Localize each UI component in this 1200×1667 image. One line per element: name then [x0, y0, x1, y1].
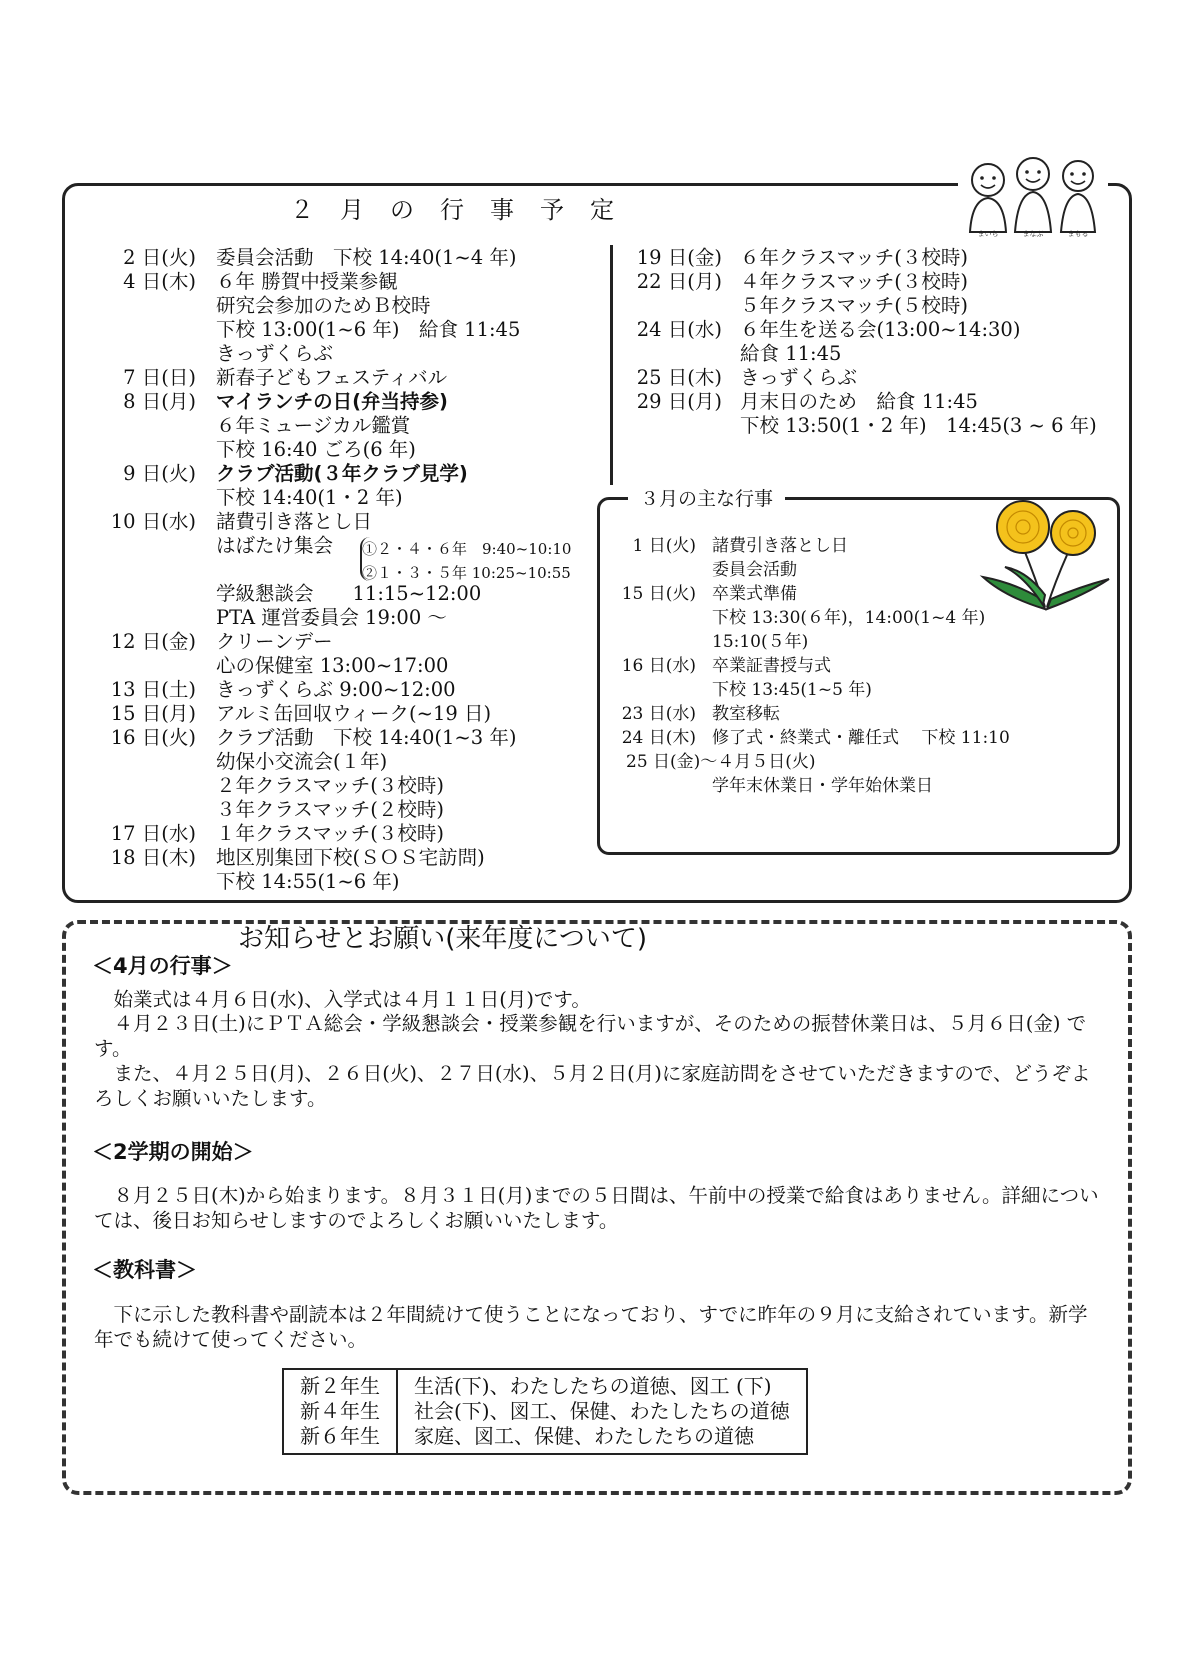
march-event-details [712, 582, 985, 654]
event-date: 18 日(木) [110, 846, 196, 869]
event-details [216, 822, 444, 846]
march-event-date: 16 日(水) [621, 656, 696, 676]
event-details [216, 390, 448, 462]
hahatake-sub-times [362, 537, 571, 585]
event-date-wrap [612, 270, 722, 294]
march-event-line: 下校 13:45(1~5 年) [712, 680, 872, 700]
event-row [612, 270, 968, 318]
event-line: きっずくらぶ [216, 342, 334, 365]
event-row [92, 678, 456, 702]
march-event-date: 25 日(金)～４月５日(火) [626, 752, 816, 772]
paragraph-textbooks: 下に示した教科書や副読本は２年間続けて使うことになっており、すでに昨年の９月に支給されています。新学年でも続けて使ってください。 [94, 1303, 1088, 1351]
event-line: きっずくらぶ 9:00~12:00 [216, 678, 456, 701]
event-date: 7 日(日) [123, 366, 196, 389]
event-line: 心の保健室 13:00~17:00 [216, 654, 449, 677]
march-event-details [712, 774, 933, 798]
paragraph-april-3: また、４月２５日(月)、２６日(火)、２７日(水)、５月２日(月)に家庭訪問をさせていただきますので、どうぞよろしくお願いいたします。 [94, 1062, 1091, 1110]
march-event-line: 下校 13:30(６年)，14:00(1~4 年) [712, 608, 986, 628]
event-date-wrap [92, 390, 196, 414]
march-event-date: 24 日(木) [621, 728, 696, 748]
march-event-row [598, 726, 1010, 750]
event-details [740, 270, 968, 318]
event-line: 下校 16:40 ごろ(6 年) [216, 438, 416, 461]
event-details [740, 366, 857, 390]
event-date: 12 日(金) [110, 630, 196, 653]
event-date: 4 日(木) [123, 270, 196, 293]
event-line: ６年生を送る会(13:00~14:30) [740, 318, 1021, 341]
event-date-wrap [612, 366, 722, 390]
march-event-line: 諸費引き落とし日 [712, 536, 848, 556]
event-line: マイランチの日(弁当持参) [216, 390, 448, 413]
event-line: 給食 11:45 [740, 342, 842, 365]
march-event-line: 卒業式準備 [712, 584, 797, 604]
grade-2: 新２年生 [300, 1374, 380, 1398]
section-heading-textbooks: ＜教科書＞ [92, 1258, 197, 1282]
event-line: ６年クラスマッチ(３校時) [740, 246, 968, 269]
event-details [740, 318, 1020, 366]
event-details [740, 390, 1097, 438]
event-date: 8 日(月) [123, 390, 196, 413]
event-row [92, 822, 444, 846]
event-date-wrap [92, 366, 196, 390]
event-row [92, 366, 447, 390]
table-row [283, 1369, 807, 1454]
event-row [612, 390, 1097, 438]
event-row [92, 246, 516, 270]
event-date: 24 日(水) [636, 318, 722, 341]
event-row [92, 390, 448, 462]
march-event-line: 15:10(５年) [712, 632, 809, 652]
march-event-line: 委員会活動 [712, 560, 797, 580]
event-line: １年クラスマッチ(３校時) [216, 822, 444, 845]
event-line: ６年 勝賀中授業参観 [216, 270, 398, 293]
event-row [92, 726, 516, 822]
event-row [92, 702, 491, 726]
march-event-date: 23 日(水) [621, 704, 696, 724]
event-date-wrap [92, 726, 196, 750]
event-date-wrap [92, 246, 196, 270]
event-details [216, 630, 448, 678]
event-row [92, 462, 468, 510]
event-line: 新春子どもフェスティバル [216, 366, 448, 389]
march-event-details [712, 654, 872, 702]
march-event-line: 卒業証書授与式 [712, 656, 831, 676]
mascot-illustration [958, 152, 1108, 237]
mascot-label: まいち [977, 230, 999, 237]
event-details [216, 246, 516, 270]
grade-4: 新４年生 [300, 1399, 380, 1423]
event-details [216, 270, 520, 366]
section-heading-second-term: ＜2学期の開始＞ [92, 1140, 254, 1164]
event-line: クリーンデー [216, 630, 333, 653]
event-line: 下校 13:50(1・2 年) 14:45(3 ~ 6 年) [740, 414, 1097, 437]
event-line: 研究会参加のためＢ校時 [216, 294, 431, 317]
event-line: はばたけ集会 [216, 534, 334, 557]
event-line: ５年クラスマッチ(５校時) [740, 294, 968, 317]
event-date: 16 日(火) [110, 726, 196, 749]
event-row [612, 366, 857, 390]
event-date-wrap [92, 630, 196, 654]
event-line: アルミ缶回収ウィーク(~19 日) [216, 702, 492, 725]
paragraph-second-term: ８月２５日(木)から始まります。８月３１日(月)までの５日間は、午前中の授業で給食はありません。詳細については、後日お知らせしますのでよろしくお願いいたします。 [94, 1184, 1099, 1232]
event-date-wrap [612, 318, 722, 342]
event-date-wrap [92, 678, 196, 702]
march-event-row [598, 534, 848, 582]
event-line: 下校 14:55(1~6 年) [216, 870, 400, 893]
event-date: 17 日(水) [110, 822, 196, 845]
event-date: 15 日(月) [110, 702, 196, 725]
event-date-wrap [92, 270, 196, 294]
event-date-wrap [92, 462, 196, 486]
event-date: 29 日(月) [636, 390, 722, 413]
event-date-wrap [612, 390, 722, 414]
march-events-title: ３月の主な行事 [628, 484, 785, 511]
event-line: 委員会活動 下校 14:40(1~4 年) [216, 246, 517, 269]
grade-6: 新６年生 [300, 1424, 380, 1448]
event-line: 学級懇談会 11:15~12:00 [216, 582, 482, 605]
march-event-row [598, 654, 872, 702]
event-row [92, 630, 448, 678]
event-date: 2 日(火) [123, 246, 196, 269]
paragraph-april-1: 始業式は４月６日(水)、入学式は４月１１日(月)です。 [94, 988, 591, 1011]
february-schedule-title: ２月の行事予定 [290, 196, 640, 224]
books-grade-4: 社会(下)、図工、保健、わたしたちの道徳 [414, 1399, 790, 1423]
event-line: ６年ミュージカル鑑賞 [216, 414, 411, 437]
march-event-line: 修了式・終業式・離任式 下校 11:10 [712, 728, 1010, 748]
event-date-wrap [92, 702, 196, 726]
march-event-details [712, 726, 1010, 750]
event-line: PTA 運営委員会 19:00 ～ [216, 606, 447, 629]
event-date: 25 日(木) [636, 366, 722, 389]
march-event-row [598, 582, 985, 654]
march-event-row [598, 774, 933, 798]
hahatake-time-2: ②１・３・５年 10:25~10:55 [362, 564, 571, 582]
books-grade-2: 生活(下)、わたしたちの道徳、図工 (下) [414, 1374, 772, 1398]
event-date: 22 日(月) [636, 270, 722, 293]
event-details [216, 462, 468, 510]
event-line: 幼保小交流会(１年) [216, 750, 388, 773]
event-row [92, 270, 520, 366]
march-event-row [598, 750, 816, 774]
event-details [740, 246, 968, 270]
march-event-date: 15 日(火) [621, 584, 696, 604]
hahatake-time-1: ①２・４・６年 9:40~10:10 [362, 540, 572, 558]
dandelion-icon [975, 487, 1115, 617]
event-row [612, 318, 1020, 366]
event-date-wrap [92, 510, 196, 534]
event-line: ４年クラスマッチ(３校時) [740, 270, 968, 293]
textbook-table [282, 1368, 808, 1455]
grade-cell [283, 1369, 397, 1454]
march-event-row [598, 702, 780, 726]
event-date-wrap [92, 822, 196, 846]
event-line: ２年クラスマッチ(３校時) [216, 774, 444, 797]
event-line: クラブ活動 下校 14:40(1~3 年) [216, 726, 517, 749]
event-row [612, 246, 968, 270]
mascot-label: まなぶ [1022, 230, 1044, 237]
march-event-date: 1 日(火) [632, 536, 696, 556]
event-date-wrap [612, 246, 722, 270]
event-line: 下校 13:00(1~6 年) 給食 11:45 [216, 318, 521, 341]
event-details [216, 702, 491, 726]
march-event-line: 教室移転 [712, 704, 780, 724]
event-line: 下校 14:40(1・2 年) [216, 486, 403, 509]
event-line: クラブ活動(３年クラブ見学) [216, 462, 468, 485]
event-row [92, 846, 485, 894]
notice-title: お知らせとお願い(来年度について) [238, 924, 647, 954]
event-line: 諸費引き落とし日 [216, 510, 373, 533]
event-date: 9 日(火) [123, 462, 196, 485]
paragraph-april-2: ４月２３日(土)にＰＴＡ総会・学級懇談会・授業参観を行いますが、そのための振替休業日は、５月６日(金) です。 [94, 1012, 1087, 1060]
mascot-label: まもる [1067, 230, 1089, 237]
event-date: 13 日(土) [110, 678, 196, 701]
event-details [216, 846, 485, 894]
books-cell [397, 1369, 807, 1454]
event-date: 10 日(水) [110, 510, 196, 533]
event-details [216, 726, 516, 822]
section-heading-april: ＜4月の行事＞ [92, 954, 233, 978]
books-grade-6: 家庭、図工、保健、わたしたちの道徳 [414, 1424, 754, 1448]
event-line: 地区別集団下校(ＳＯＳ宅訪問) [216, 846, 485, 869]
event-date-wrap [92, 846, 196, 870]
march-event-line: 学年末休業日・学年始休業日 [712, 776, 933, 796]
event-line: 月末日のため 給食 11:45 [740, 390, 978, 413]
event-details [216, 366, 447, 390]
march-event-details [712, 702, 780, 726]
event-line: ３年クラスマッチ(２校時) [216, 798, 444, 821]
event-date: 19 日(金) [636, 246, 722, 269]
event-line: きっずくらぶ [740, 366, 858, 389]
march-event-details [712, 534, 848, 582]
event-details [216, 678, 456, 702]
